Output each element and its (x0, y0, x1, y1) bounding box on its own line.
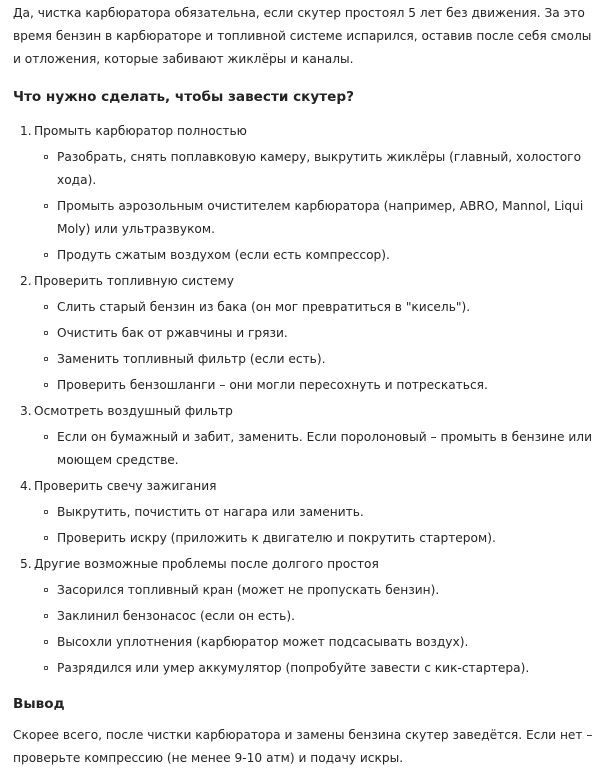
sub-item (34, 579, 601, 602)
square-bullet-icon (44, 510, 48, 514)
sub-item-text: Заменить топливный фильтр (если есть). (57, 352, 326, 366)
step-number: 1. (20, 124, 32, 138)
sub-item-text: Заклинил бензонасос (если он есть). (57, 609, 295, 623)
step-title: Промыть карбюратор полностью (34, 124, 247, 138)
sub-list (34, 426, 601, 472)
square-bullet-icon (44, 640, 48, 644)
sub-item (34, 348, 601, 371)
sub-item-text: Очистить бак от ржавчины и грязи. (57, 326, 288, 340)
square-bullet-icon (44, 253, 48, 257)
sub-item-text: Засорился топливный кран (может не пропускать бензин). (57, 583, 440, 597)
step-title: Проверить топливную систему (34, 274, 234, 288)
steps-list (13, 120, 601, 680)
square-bullet-icon (44, 383, 48, 387)
sub-item (34, 426, 601, 472)
sub-item-text: Промыть аэрозольным очистителем карбюратора (например, ABRO, Mannol, Liqui Moly) или ультразвуком. (57, 199, 584, 236)
square-bullet-icon (44, 614, 48, 618)
sub-item (34, 322, 601, 345)
step-title: Проверить свечу зажигания (34, 479, 217, 493)
step-number: 4. (20, 479, 32, 493)
sub-item-text: Разобрать, снять поплавковую камеру, выкрутить жиклёры (главный, холостого хода). (57, 150, 582, 187)
step-item (13, 120, 601, 267)
sub-item (34, 195, 601, 241)
answer-document (13, 2, 601, 770)
square-bullet-icon (44, 536, 48, 540)
sub-item (34, 244, 601, 267)
sub-list (34, 579, 601, 680)
sub-item (34, 501, 601, 524)
step-number: 2. (20, 274, 32, 288)
sub-item (34, 605, 601, 628)
square-bullet-icon (44, 155, 48, 159)
sub-item-text: Слить старый бензин из бака (он мог превратиться в "кисель"). (57, 300, 471, 314)
sub-item-text: Продуть сжатым воздухом (если есть компрессор). (57, 248, 390, 262)
step-number: 3. (20, 404, 32, 418)
sub-item-text: Высохли уплотнения (карбюратор может подсасывать воздух). (57, 635, 469, 649)
sub-item-text: Разрядился или умер аккумулятор (попробуйте завести с кик-стартера). (57, 661, 530, 675)
intro-paragraph: Да, чистка карбюратора обязательна, если скутер простоял 5 лет без движения. За это время бензин в карбюраторе и топливной системе испарился, оставив после себя смолы и отложения, которые забивают жиклёры и каналы. (13, 6, 592, 66)
step-item (13, 400, 601, 472)
sub-item (34, 631, 601, 654)
step-number: 5. (20, 557, 32, 571)
square-bullet-icon (44, 666, 48, 670)
square-bullet-icon (44, 331, 48, 335)
sub-list (34, 296, 601, 397)
square-bullet-icon (44, 588, 48, 592)
step-item (13, 475, 601, 550)
sub-item (34, 657, 601, 680)
square-bullet-icon (44, 435, 48, 439)
section-heading: Что нужно сделать, чтобы завести скутер? (13, 89, 354, 105)
square-bullet-icon (44, 204, 48, 208)
sub-list (34, 501, 601, 550)
step-title: Другие возможные проблемы после долгого простоя (34, 557, 379, 571)
sub-item-text: Проверить бензошланги – они могли пересохнуть и потрескаться. (57, 378, 488, 392)
step-title: Осмотреть воздушный фильтр (34, 404, 233, 418)
step-item (13, 553, 601, 680)
conclusion-paragraph: Скорее всего, после чистки карбюратора и замены бензина скутер заведётся. Если нет – проверьте компрессию (не менее 9-10 атм) и подачу искры. (13, 728, 593, 765)
sub-item (34, 146, 601, 192)
sub-item-text: Если он бумажный и забит, заменить. Если поролоновый – промыть в бензине или моющем средстве. (57, 430, 593, 467)
sub-item (34, 527, 601, 550)
sub-item-text: Проверить искру (приложить к двигателю и покрутить стартером). (57, 531, 496, 545)
square-bullet-icon (44, 357, 48, 361)
sub-item-text: Выкрутить, почистить от нагара или заменить. (57, 505, 364, 519)
conclusion-heading: Вывод (13, 696, 65, 712)
step-item (13, 270, 601, 397)
sub-item (34, 374, 601, 397)
sub-item (34, 296, 601, 319)
sub-list (34, 146, 601, 267)
square-bullet-icon (44, 305, 48, 309)
